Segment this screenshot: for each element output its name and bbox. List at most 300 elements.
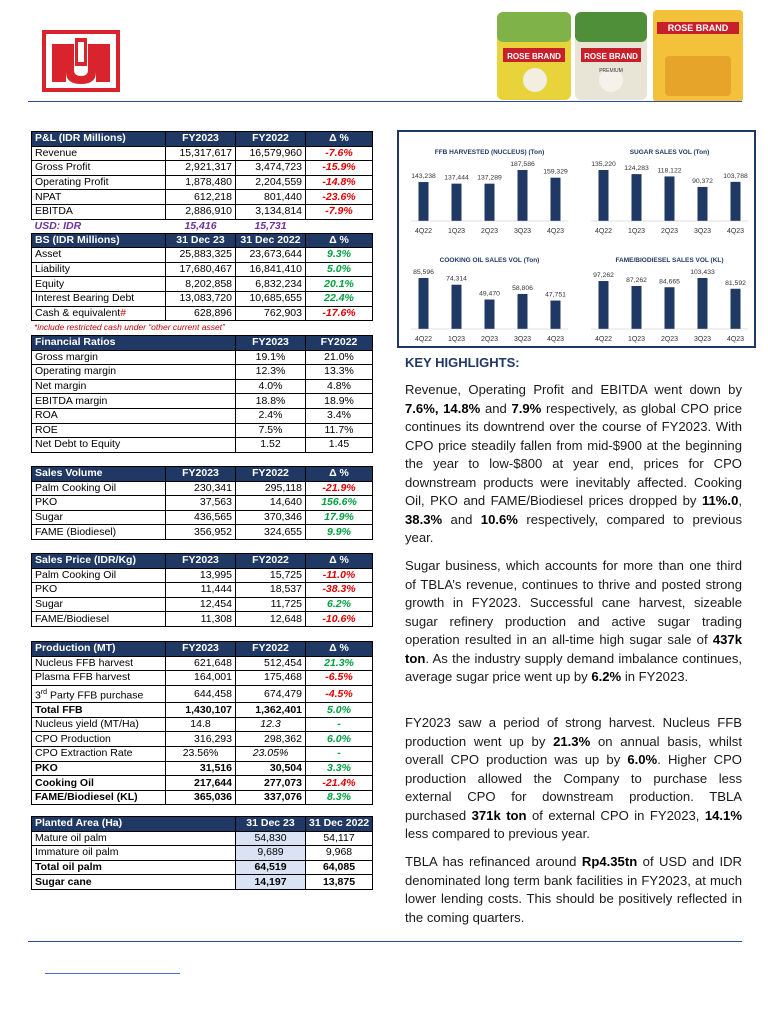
chart-bar xyxy=(518,294,528,329)
highlight-figure: 14.1% xyxy=(704,807,742,823)
row-label: Net margin xyxy=(32,379,236,394)
data-label: 135,220 xyxy=(591,161,616,168)
table-cell: 6.0% xyxy=(306,732,373,747)
footer-short-rule xyxy=(45,973,180,974)
table-cell: 436,565 xyxy=(166,510,236,525)
highlight-paragraph-revenue xyxy=(405,381,742,548)
table-cell: -14.8% xyxy=(306,175,373,190)
column-header: FY2023 xyxy=(166,642,236,657)
row-label: FAME/Biodiesel (KL) xyxy=(32,790,166,805)
row-label: Cooking Oil xyxy=(32,776,166,791)
table-cell: 9,689 xyxy=(236,846,306,861)
chart-bar xyxy=(419,182,429,221)
table-cell: 54,117 xyxy=(306,831,373,846)
table-cell: 295,118 xyxy=(236,481,306,496)
column-header: FY2022 xyxy=(236,132,306,147)
row-label: CPO Production xyxy=(32,732,166,747)
usd-rate-fy2023: 15,416 xyxy=(184,219,217,232)
table-cell: 19.1% xyxy=(236,350,306,365)
table-cell: 30,504 xyxy=(236,761,306,776)
table-row xyxy=(32,612,373,627)
footer-divider xyxy=(28,941,742,942)
table-cell: 3.4% xyxy=(306,408,373,423)
table-row xyxy=(32,481,373,496)
data-label: 143,238 xyxy=(411,173,436,181)
data-label: 74,314 xyxy=(446,275,467,283)
highlight-text: . As the industry supply demand imbalance continues, average sugar price went up by xyxy=(405,650,742,684)
row-label: FAME (Biodiesel) xyxy=(32,525,166,540)
table-cell: 17,680,467 xyxy=(166,262,236,277)
table-row xyxy=(32,365,373,380)
table-cell: -4.5% xyxy=(306,685,373,703)
table-row xyxy=(32,761,373,776)
cash-footnote: *include restricted cash under “other current asset” xyxy=(34,322,225,332)
row-label: Palm Cooking Oil xyxy=(32,568,166,583)
column-header: Planted Area (Ha) xyxy=(32,817,236,832)
row-label: ROE xyxy=(32,423,236,438)
table-cell: -10.6% xyxy=(306,612,373,627)
ordinal-number: 3 xyxy=(35,689,41,702)
table-row xyxy=(32,846,373,861)
table-row xyxy=(32,379,373,394)
highlight-text: Revenue, Operating Profit and EBITDA went down by xyxy=(405,382,742,397)
highlight-figure: 10.6% xyxy=(480,511,518,527)
product-images xyxy=(495,8,745,104)
data-label: 85,596 xyxy=(413,269,434,276)
table-cell: 18,537 xyxy=(236,583,306,598)
operational-charts-panel xyxy=(397,130,756,348)
table-cell: 11,308 xyxy=(166,612,236,627)
table-cell: 21.3% xyxy=(306,656,373,671)
data-label: 137,444 xyxy=(444,174,469,182)
table-row xyxy=(32,790,373,805)
row-label: Palm Cooking Oil xyxy=(32,481,166,496)
chart-bar xyxy=(731,289,741,329)
table-cell: -6.5% xyxy=(306,671,373,686)
table-cell: 20.1% xyxy=(306,277,373,292)
data-label: 159,329 xyxy=(543,168,568,176)
table-cell: 217,644 xyxy=(166,776,236,791)
category-label: 1Q23 xyxy=(447,228,466,235)
row-label: Sugar xyxy=(32,510,166,525)
row-label: Net Debt to Equity xyxy=(32,438,236,453)
column-header: FY2023 xyxy=(166,132,236,147)
table-cell: 13,995 xyxy=(166,568,236,583)
table-row xyxy=(32,568,373,583)
table-cell: 2,921,317 xyxy=(166,161,236,176)
column-header: FY2022 xyxy=(236,642,306,657)
table-row xyxy=(32,685,373,703)
chart-title: FFB HARVESTED (NUCLEUS) (Ton) xyxy=(434,149,545,156)
column-header: Δ % xyxy=(306,233,373,248)
pl-bs-table xyxy=(31,131,373,321)
table-cell: 644,458 xyxy=(166,685,236,703)
category-label: 2Q23 xyxy=(480,336,499,343)
bs-header-row xyxy=(32,233,373,248)
column-header: BS (IDR Millions) xyxy=(32,233,166,248)
table-cell: 2,886,910 xyxy=(166,204,236,219)
table-cell: 12,454 xyxy=(166,597,236,612)
table-cell: 337,076 xyxy=(236,790,306,805)
category-label: 2Q23 xyxy=(660,228,679,235)
table-cell: -21.4% xyxy=(306,776,373,791)
category-label: 4Q22 xyxy=(414,336,433,343)
table-cell: 1,362,401 xyxy=(236,703,306,718)
data-label: 103,788 xyxy=(723,172,748,180)
table-cell: 2.4% xyxy=(236,408,306,423)
table-cell: 298,362 xyxy=(236,732,306,747)
table-row xyxy=(32,175,373,190)
sales-volume-table xyxy=(31,466,373,540)
table-cell: 16,841,410 xyxy=(236,262,306,277)
highlight-figure: 11%.0 xyxy=(701,493,739,508)
table-cell: 277,073 xyxy=(236,776,306,791)
sales_volume-header-row xyxy=(32,467,373,482)
table-cell: 37,563 xyxy=(166,496,236,511)
table-cell: 31,516 xyxy=(166,761,236,776)
table-cell: 3,474,723 xyxy=(236,161,306,176)
table-row xyxy=(32,656,373,671)
data-label: 49,470 xyxy=(479,290,500,298)
column-header: Δ % xyxy=(306,467,373,482)
charts-svg xyxy=(399,132,754,346)
ratios-header-row xyxy=(32,336,373,351)
row-label: Plasma FFB harvest xyxy=(32,671,166,686)
ordinal-suffix: rd xyxy=(40,688,48,696)
table-cell: 21.0% xyxy=(306,350,373,365)
table-cell: 13,875 xyxy=(306,875,373,890)
highlight-text: respectively, as global CPO price continues its downtrend over the course of FY2023. With CPO price steadily fallen from mid-$900 at the beginning the year to low-$800 at year end, prices for CPO downstream products were inevitably affected. Cooking Oil, PKO and FAME/Biodiesel prices dropped by xyxy=(405,400,742,508)
category-label: 4Q23 xyxy=(546,336,565,343)
category-label: 4Q22 xyxy=(594,336,613,343)
highlight-text: FY2023 saw a period of strong harvest. Nucleus FFB production went up by xyxy=(405,715,742,749)
table-cell: -7.9% xyxy=(306,204,373,219)
category-label: 1Q23 xyxy=(627,336,646,343)
table-cell: -21.9% xyxy=(306,481,373,496)
row-label: FAME/Biodiesel xyxy=(32,612,166,627)
row-label: Sugar cane xyxy=(32,875,236,890)
table-cell: 13,083,720 xyxy=(166,291,236,306)
row-label: Mature oil palm xyxy=(32,831,236,846)
brand-text-3: ROSE BRAND xyxy=(667,23,729,33)
column-header: FY2023 xyxy=(236,336,306,351)
column-header: FY2023 xyxy=(166,467,236,482)
chart-bar xyxy=(698,278,708,329)
highlight-text: . Higher CPO production allowed the Company to purchase less external CPO for downstream production. TBLA purchased xyxy=(405,752,742,823)
production-table xyxy=(31,641,373,805)
row-label: Nucleus FFB harvest xyxy=(32,656,166,671)
table-row xyxy=(32,703,373,718)
table-cell: 164,001 xyxy=(166,671,236,686)
row-label: Total FFB xyxy=(32,703,166,718)
header-divider xyxy=(28,101,742,102)
row-label: EBITDA xyxy=(32,204,166,219)
chart-title: SUGAR SALES VOL (Ton) xyxy=(629,149,710,156)
table-cell: 9.9% xyxy=(306,525,373,540)
row-label: Operating margin xyxy=(32,365,236,380)
table-cell: 64,085 xyxy=(306,860,373,875)
table-cell: -17.6% xyxy=(306,306,373,321)
table-cell: 316,293 xyxy=(166,732,236,747)
row-label: Operating Profit xyxy=(32,175,166,190)
table-cell: 621,648 xyxy=(166,656,236,671)
category-label: 4Q22 xyxy=(594,228,613,235)
data-label: 87,262 xyxy=(626,276,647,284)
row-label-rest: Party FFB purchase xyxy=(47,689,144,702)
column-header: Δ % xyxy=(306,554,373,569)
table-row xyxy=(32,146,373,161)
table-cell: 25,883,325 xyxy=(166,248,236,263)
table-row xyxy=(32,776,373,791)
table-cell: 9.3% xyxy=(306,248,373,263)
table-row xyxy=(32,831,373,846)
column-header: Production (MT) xyxy=(32,642,166,657)
table-row xyxy=(32,161,373,176)
table-row xyxy=(32,597,373,612)
highlight-text: and xyxy=(442,511,481,527)
highlight-figure: 7.9% xyxy=(511,400,542,416)
category-label: 4Q23 xyxy=(546,228,565,235)
table-cell: 54,830 xyxy=(236,831,306,846)
table-cell: 762,903 xyxy=(236,306,306,321)
chart-bar xyxy=(632,174,642,221)
table-cell: -15.9% xyxy=(306,161,373,176)
chart-bar xyxy=(551,301,561,329)
table-cell: 6.2% xyxy=(306,597,373,612)
row-label: Revenue xyxy=(32,146,166,161)
table-row xyxy=(32,496,373,511)
table-cell: 22.4% xyxy=(306,291,373,306)
highlight-paragraph-production xyxy=(405,714,742,844)
table-cell: 23,673,644 xyxy=(236,248,306,263)
table-row xyxy=(32,350,373,365)
table-cell: 4.0% xyxy=(236,379,306,394)
production-header-row xyxy=(32,642,373,657)
planted-area-table xyxy=(31,816,373,890)
table-cell: 3,134,814 xyxy=(236,204,306,219)
chart-bar xyxy=(731,182,741,221)
table-cell: 801,440 xyxy=(236,190,306,205)
row-label: Nucleus yield (MT/Ha) xyxy=(32,717,166,732)
row-label: PKO xyxy=(32,583,166,598)
highlight-text: less compared to previous year. xyxy=(405,826,590,841)
table-cell: -38.3% xyxy=(306,583,373,598)
table-cell: 13.3% xyxy=(306,365,373,380)
table-cell: 5.0% xyxy=(306,262,373,277)
category-label: 4Q22 xyxy=(414,228,433,235)
table-cell: 1.45 xyxy=(306,438,373,453)
table-cell: 674,479 xyxy=(236,685,306,703)
table-row xyxy=(32,277,373,292)
chart-title: FAME/BIODIESEL SALES VOL (KL) xyxy=(615,257,724,264)
highlight-text: in FY2023. xyxy=(621,669,689,684)
highlight-text: Sugar business, which accounts for more than one third of TBLA’s revenue, continues to thrive and posted strong growth in FY2023. Successful cane harvest, sizeable sugar refinery production and active sugar trading operation resulted in an all-time high sugar sale of xyxy=(405,558,742,647)
highlight-text: TBLA has refinanced around xyxy=(405,854,582,869)
row-label: Asset xyxy=(32,248,166,263)
table-cell: 12,648 xyxy=(236,612,306,627)
table-cell: 8,202,858 xyxy=(166,277,236,292)
data-label: 137,289 xyxy=(477,174,502,182)
column-header: FY2022 xyxy=(236,467,306,482)
chart-bar xyxy=(452,184,462,221)
data-label: 81,592 xyxy=(725,279,746,287)
highlight-paragraph-refinance xyxy=(405,853,742,927)
highlight-figure: 371k ton xyxy=(471,807,527,823)
planted-header-row xyxy=(32,817,373,832)
category-label: 4Q23 xyxy=(726,228,745,235)
data-label: 97,262 xyxy=(593,272,614,280)
highlight-figure: 21.3% xyxy=(553,733,591,749)
table-row xyxy=(32,671,373,686)
row-label: Liability xyxy=(32,262,166,277)
table-cell: 17.9% xyxy=(306,510,373,525)
table-cell: 356,952 xyxy=(166,525,236,540)
chart-bar xyxy=(518,170,528,221)
table-row xyxy=(32,860,373,875)
column-header: P&L (IDR Millions) xyxy=(32,132,166,147)
table-row xyxy=(32,717,373,732)
row-label xyxy=(32,685,166,703)
column-header: FY2023 xyxy=(166,554,236,569)
data-label: 103,433 xyxy=(690,269,715,276)
column-header: 31 Dec 2022 xyxy=(306,817,373,832)
highlight-figure: 437k ton xyxy=(405,632,742,666)
category-label: 3Q23 xyxy=(693,228,712,235)
usd-rate-empty xyxy=(306,219,373,233)
chart-bar xyxy=(599,281,609,329)
column-header: Financial Ratios xyxy=(32,336,236,351)
category-label: 2Q23 xyxy=(480,228,499,235)
table-row xyxy=(32,732,373,747)
chart-bar xyxy=(665,287,675,329)
chart-bar xyxy=(599,170,609,221)
highlight-figure: 6.2% xyxy=(591,669,622,684)
table-cell: 324,655 xyxy=(236,525,306,540)
chart-title: COOKING OIL SALES VOL (Ton) xyxy=(439,257,540,264)
usd-rate-fy2022: 15,731 xyxy=(254,219,287,232)
table-cell: 14,640 xyxy=(236,496,306,511)
highlight-text: respectively, compared to previous year. xyxy=(405,511,742,545)
highlight-text: , xyxy=(738,493,742,508)
row-label: PKO xyxy=(32,761,166,776)
column-header: 31 Dec 23 xyxy=(236,817,306,832)
table-row xyxy=(32,190,373,205)
data-label: 47,751 xyxy=(545,291,566,299)
row-label: Gross Profit xyxy=(32,161,166,176)
table-cell: -23.6% xyxy=(306,190,373,205)
table-cell: 18.8% xyxy=(236,394,306,409)
table-cell: 6,832,234 xyxy=(236,277,306,292)
column-header: FY2022 xyxy=(306,336,373,351)
table-cell: 15,317,617 xyxy=(166,146,236,161)
data-label: 90,372 xyxy=(692,177,713,185)
company-logo xyxy=(42,30,120,92)
table-row xyxy=(32,875,373,890)
table-row xyxy=(32,204,373,219)
row-label: Sugar xyxy=(32,597,166,612)
brand-text-1: ROSE BRAND xyxy=(507,52,561,61)
highlight-text: and xyxy=(480,400,512,416)
row-label: CPO Extraction Rate xyxy=(32,747,166,762)
table-row xyxy=(32,306,373,321)
table-cell: - xyxy=(306,717,373,732)
highlight-figure: Rp4.35tn xyxy=(581,854,638,869)
table-cell: 2,204,559 xyxy=(236,175,306,190)
highlight-paragraph-sugar xyxy=(405,557,742,687)
table-cell: 7.5% xyxy=(236,423,306,438)
table-cell: 12.3% xyxy=(236,365,306,380)
column-header: Δ % xyxy=(306,642,373,657)
table-cell: 5.0% xyxy=(306,703,373,718)
sales-price-table xyxy=(31,553,373,627)
data-label: 118,122 xyxy=(657,167,682,175)
row-label: Total oil palm xyxy=(32,860,236,875)
table-cell: 12.3 xyxy=(236,717,306,732)
chart-bar xyxy=(485,184,495,221)
category-label: 3Q23 xyxy=(693,336,712,343)
row-label: PKO xyxy=(32,496,166,511)
row-label: EBITDA margin xyxy=(32,394,236,409)
table-row xyxy=(32,291,373,306)
data-label: 187,586 xyxy=(510,161,535,168)
table-row xyxy=(32,262,373,277)
chart-bar xyxy=(665,176,675,221)
row-label: Gross margin xyxy=(32,350,236,365)
chart-bar xyxy=(419,278,429,329)
table-cell: 64,519 xyxy=(236,860,306,875)
table-cell: 8.3% xyxy=(306,790,373,805)
highlight-text: of external CPO in FY2023, xyxy=(526,807,705,823)
key-highlights-title: KEY HIGHLIGHTS: xyxy=(405,355,520,370)
column-header: Sales Volume xyxy=(32,467,166,482)
table-cell: 16,579,960 xyxy=(236,146,306,161)
data-label: 58,806 xyxy=(512,284,533,292)
financial-ratios-table xyxy=(31,335,373,453)
chart-bar xyxy=(485,300,495,329)
category-label: 2Q23 xyxy=(660,336,679,343)
row-label: ROA xyxy=(32,408,236,423)
usd-rate-row xyxy=(32,219,373,233)
table-cell: 1,430,107 xyxy=(166,703,236,718)
table-cell: 11.7% xyxy=(306,423,373,438)
table-cell: -11.0% xyxy=(306,568,373,583)
table-row xyxy=(32,248,373,263)
table-cell: -7.6% xyxy=(306,146,373,161)
cash-footnote-mark: # xyxy=(120,306,127,319)
column-header: Δ % xyxy=(306,132,373,147)
column-header: 31 Dec 23 xyxy=(166,233,236,248)
row-label: NPAT xyxy=(32,190,166,205)
table-cell: 15,725 xyxy=(236,568,306,583)
highlight-figure: 7.6%, 14.8% xyxy=(405,400,481,416)
chart-bar xyxy=(551,178,561,221)
table-cell: 370,346 xyxy=(236,510,306,525)
table-cell: 4.8% xyxy=(306,379,373,394)
highlight-figure: 38.3% xyxy=(405,511,443,527)
table-cell: 1.52 xyxy=(236,438,306,453)
table-row xyxy=(32,747,373,762)
highlight-figure: 6.0% xyxy=(627,752,658,767)
table-cell: 612,218 xyxy=(166,190,236,205)
table-cell: 365,036 xyxy=(166,790,236,805)
data-label: 124,283 xyxy=(624,165,649,173)
row-label: Cash & equivalent# xyxy=(32,306,166,321)
sales_price-header-row xyxy=(32,554,373,569)
table-row xyxy=(32,583,373,598)
table-cell: - xyxy=(306,747,373,762)
table-cell: 14,197 xyxy=(236,875,306,890)
column-header: FY2022 xyxy=(236,554,306,569)
